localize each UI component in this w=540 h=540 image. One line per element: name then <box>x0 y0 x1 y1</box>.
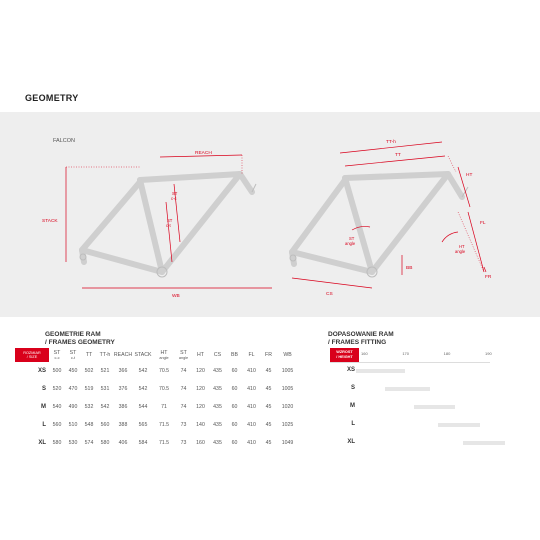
value-cell: 531 <box>100 386 110 392</box>
value-cell: 580 <box>100 440 110 446</box>
geometry-heading-line2: / FRAMES GEOMETRY <box>45 339 115 346</box>
fitting-row <box>330 362 492 380</box>
value-cell: 521 <box>100 368 110 374</box>
value-cell: 45 <box>265 368 272 374</box>
value-cell: 60 <box>231 386 238 392</box>
fitting-size-label: L <box>351 421 355 427</box>
value-cell: 60 <box>231 440 238 446</box>
height-range-bar <box>463 441 504 445</box>
column-header <box>65 348 81 362</box>
column-header-line: HT <box>160 350 168 356</box>
column-header-line: ST <box>53 350 61 356</box>
column-header-line: TT-h <box>99 352 111 358</box>
value-cell: 60 <box>231 422 238 428</box>
column-header <box>277 348 298 362</box>
geometry-heading-line1: GEOMETRIE RAM <box>45 331 101 338</box>
geometry-table <box>15 348 298 452</box>
column-header-line: FR <box>265 352 272 358</box>
value-cell: 532 <box>84 404 94 410</box>
fitting-heading-line2: / FRAMES FITTING <box>328 339 387 346</box>
st-angle-label-line2: angle <box>345 241 356 246</box>
column-header-line: angle <box>159 356 169 360</box>
value-cell: 548 <box>84 422 94 428</box>
value-cell: 74 <box>180 404 187 410</box>
column-header-line: STACK <box>134 352 152 358</box>
value-cell: 60 <box>231 368 238 374</box>
ht-angle-label <box>455 244 466 254</box>
value-cell: 542 <box>138 368 148 374</box>
value-cell: 542 <box>100 404 110 410</box>
fitting-size-label: M <box>350 403 355 409</box>
column-header-line: CS <box>213 352 222 358</box>
value-cell: 160 <box>196 440 205 446</box>
column-header-line: ST <box>69 350 77 356</box>
geometry-table-body <box>15 362 298 452</box>
fl-label: FL <box>480 221 486 226</box>
value-cell: 490 <box>68 404 78 410</box>
value-cell: 140 <box>196 422 205 428</box>
value-cell: 500 <box>52 368 62 374</box>
value-cell: 560 <box>52 422 62 428</box>
value-cell: 519 <box>84 386 94 392</box>
value-cell: 530 <box>68 440 78 446</box>
st-cc-label <box>171 191 178 201</box>
value-cell: 435 <box>213 386 222 392</box>
size-cell: XS <box>37 368 46 374</box>
height-range-bar <box>356 369 406 373</box>
height-range-bar <box>414 405 455 409</box>
column-header <box>97 348 113 362</box>
value-cell: 70.5 <box>158 386 170 392</box>
value-cell: 544 <box>138 404 148 410</box>
value-cell: 120 <box>196 404 205 410</box>
st-angle-label <box>345 236 356 246</box>
height-range-bar <box>438 423 479 427</box>
size-cell: L <box>42 422 46 428</box>
fr-label: FR <box>485 275 492 280</box>
table-row <box>15 434 298 452</box>
fitting-row <box>330 434 492 452</box>
value-cell: 45 <box>265 422 272 428</box>
value-cell: 73 <box>180 440 187 446</box>
tt-label: TT <box>395 153 401 158</box>
column-header-line: BB <box>231 352 238 358</box>
size-cell: XL <box>38 440 46 446</box>
size-column-header <box>15 348 49 362</box>
value-cell: 120 <box>196 386 205 392</box>
value-cell: 1005 <box>281 368 294 374</box>
column-header <box>113 348 133 362</box>
tt-h-label: TT-h <box>386 140 396 145</box>
page-title: GEOMETRY <box>25 93 79 103</box>
st-cc-label-line2: c-c <box>171 196 177 201</box>
fitting-heading-line1: DOPASOWANIE RAM <box>328 331 394 338</box>
value-cell: 1020 <box>281 404 294 410</box>
value-cell: 1049 <box>281 440 294 446</box>
value-cell: 510 <box>68 422 78 428</box>
value-cell: 376 <box>118 386 128 392</box>
table-row <box>15 398 298 416</box>
size-column-header-line: / SIZE <box>26 355 38 359</box>
table-row <box>15 362 298 380</box>
ht-angle-label-line1: HT <box>459 244 465 249</box>
value-cell: 60 <box>231 404 238 410</box>
fitting-table-heading <box>328 331 394 347</box>
frame-drawings <box>0 112 540 317</box>
height-tick-label: 160 <box>361 351 368 356</box>
column-header-line: REACH <box>113 352 133 358</box>
column-header <box>243 348 260 362</box>
height-tick-label: 170 <box>402 351 410 356</box>
column-header-line: WB <box>283 352 292 358</box>
value-cell: 435 <box>213 440 222 446</box>
column-header <box>133 348 153 362</box>
value-cell: 435 <box>213 422 222 428</box>
column-header-line: c-c <box>54 356 60 360</box>
column-header <box>226 348 243 362</box>
table-row <box>15 416 298 434</box>
reach-label: REACH <box>195 151 212 156</box>
column-header-line: FL <box>248 352 255 358</box>
bb-label: BB <box>406 266 413 271</box>
value-cell: 560 <box>100 422 110 428</box>
size-cell: M <box>41 404 46 410</box>
value-cell: 71.5 <box>158 422 170 428</box>
right-frame-drawing <box>292 174 462 272</box>
value-cell: 71 <box>161 404 167 410</box>
value-cell: 520 <box>52 386 62 392</box>
value-cell: 435 <box>213 368 222 374</box>
value-cell: 73 <box>180 422 187 428</box>
fitting-size-label: XL <box>347 439 355 445</box>
fitting-row <box>330 416 492 434</box>
value-cell: 435 <box>213 404 222 410</box>
st-ct-label <box>166 218 173 228</box>
value-cell: 45 <box>265 440 272 446</box>
value-cell: 70.5 <box>158 368 170 374</box>
column-header <box>192 348 209 362</box>
size-column-header-line: ROZMIAR <box>23 351 41 355</box>
geometry-table-heading <box>45 331 115 347</box>
value-cell: 410 <box>247 422 256 428</box>
height-tick-label: 190 <box>485 351 492 356</box>
column-header <box>260 348 277 362</box>
column-header-line: TT <box>85 352 93 358</box>
value-cell: 120 <box>196 368 205 374</box>
column-header <box>209 348 226 362</box>
value-cell: 406 <box>118 440 128 446</box>
st-ct-label-line1: ST <box>167 218 173 223</box>
value-cell: 388 <box>118 422 128 428</box>
height-header-line2: / HEIGHT <box>336 355 353 359</box>
value-cell: 410 <box>247 404 256 410</box>
column-header <box>175 348 192 362</box>
value-cell: 386 <box>118 404 128 410</box>
stack-label: STACK <box>42 219 58 224</box>
value-cell: 74 <box>180 368 187 374</box>
column-header-line: c-t <box>70 356 76 360</box>
height-header-line1: WZROST <box>336 350 353 354</box>
fitting-row <box>330 380 492 398</box>
column-header <box>153 348 175 362</box>
value-cell: 565 <box>138 422 148 428</box>
value-cell: 71.5 <box>158 440 170 446</box>
value-cell: 574 <box>84 440 94 446</box>
value-cell: 410 <box>247 368 256 374</box>
value-cell: 74 <box>180 386 187 392</box>
value-cell: 410 <box>247 386 256 392</box>
wb-label: WB <box>172 294 180 299</box>
height-range-bar <box>385 387 430 391</box>
value-cell: 584 <box>138 440 148 446</box>
model-name-label: FALCON <box>53 138 76 144</box>
st-ct-label-line2: c-t <box>166 223 171 228</box>
st-angle-label-line1: ST <box>349 236 355 241</box>
value-cell: 540 <box>52 404 62 410</box>
value-cell: 45 <box>265 386 272 392</box>
size-cell: S <box>41 386 46 392</box>
value-cell: 470 <box>68 386 78 392</box>
value-cell: 45 <box>265 404 272 410</box>
column-header-line: ST <box>180 350 187 356</box>
cs-label: CS <box>326 292 333 297</box>
value-cell: 580 <box>52 440 62 446</box>
geometry-diagram <box>0 112 540 317</box>
fitting-header <box>330 348 490 363</box>
fitting-row <box>330 398 492 416</box>
value-cell: 450 <box>68 368 78 374</box>
value-cell: 1005 <box>281 386 294 392</box>
height-tick-label: 180 <box>443 351 451 356</box>
value-cell: 1025 <box>281 422 294 428</box>
column-header <box>81 348 97 362</box>
geometry-table-header <box>15 348 298 362</box>
fitting-size-label: XS <box>346 367 355 373</box>
value-cell: 542 <box>138 386 148 392</box>
fitting-size-label: S <box>350 385 355 391</box>
column-header <box>49 348 65 362</box>
column-header-line: HT <box>197 352 204 358</box>
value-cell: 410 <box>247 440 256 446</box>
st-cc-label-line1: ST <box>172 191 178 196</box>
table-row <box>15 380 298 398</box>
column-header-line: angle <box>178 356 189 360</box>
value-cell: 502 <box>84 368 94 374</box>
ht-label: HT <box>466 173 473 178</box>
ht-angle-label-line2: angle <box>455 249 466 254</box>
height-header-label <box>330 348 359 362</box>
value-cell: 366 <box>118 368 128 374</box>
